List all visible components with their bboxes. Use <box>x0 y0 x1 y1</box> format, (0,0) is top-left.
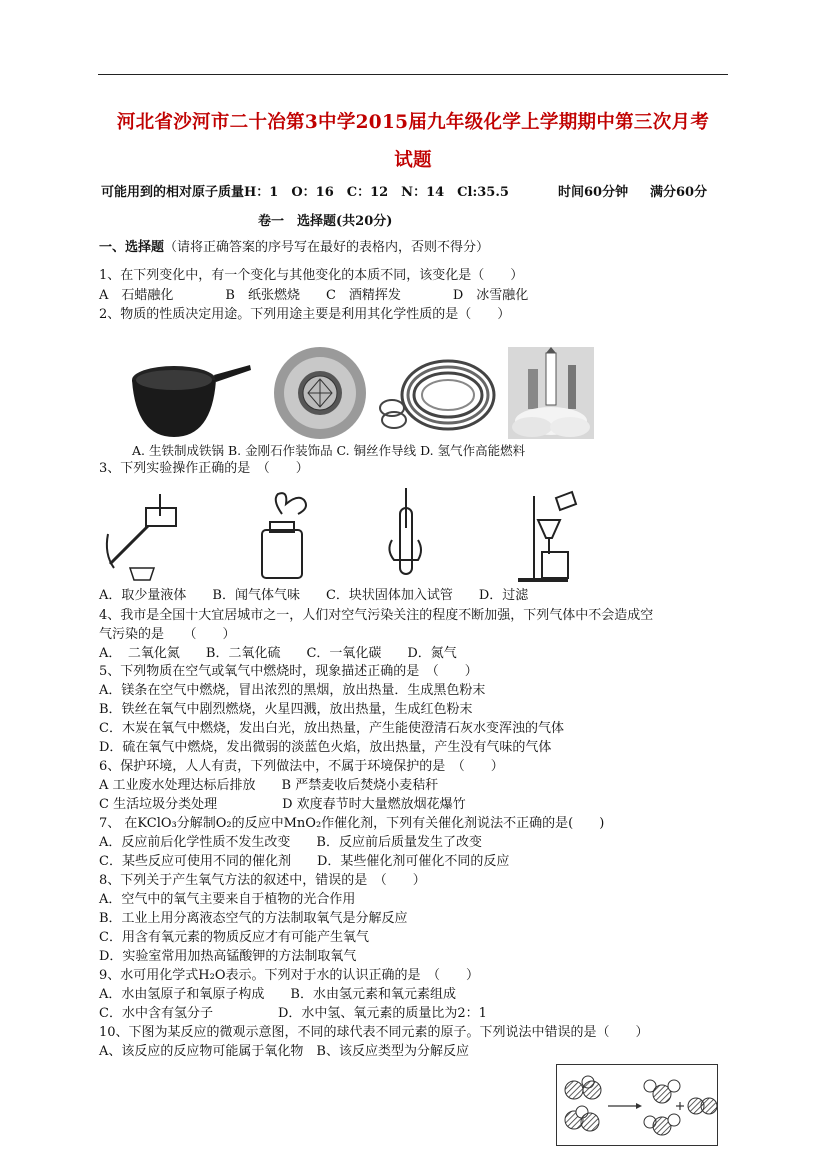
dropper-tube-icon <box>100 494 192 584</box>
molecule-diagram-icon <box>556 1064 718 1146</box>
rocket-icon <box>508 347 594 439</box>
question-4-line1: 4、我市是全国十大宜居城市之一，人们对空气污染关注的程度不断加强，下列气体中不会造成空 <box>99 608 654 623</box>
question-1: 1、在下列变化中，有一个变化与其他变化的本质不同，该变化是（ ） <box>99 268 524 283</box>
question-7-cd: C．某些反应可使用不同的催化剂 D．某些催化剂可催化不同的反应 <box>99 854 510 869</box>
wok-icon <box>124 345 252 443</box>
question-8-d: D．实验室常用加热高锰酸钾的方法制取氧气 <box>99 949 357 964</box>
question-9: 9、水可用化学式H₂O表示。下列对于水的认识正确的是 （ ） <box>99 968 479 983</box>
question-8-a: A．空气中的氧气主要来自于植物的光合作用 <box>99 892 356 907</box>
question-5-b: B．铁丝在氧气中剧烈燃烧，火星四溅，放出热量，生成红色粉末 <box>99 702 473 717</box>
question-6-ab: A 工业废水处理达标后排放 B 严禁麦收后焚烧小麦秸秆 <box>99 778 439 793</box>
question-7-ab: A．反应前后化学性质不发生改变 B．反应前后质量发生了改变 <box>99 835 482 850</box>
question-2-caption: A. 生铁制成铁锅 B. 金刚石作装饰品 C. 铜丝作导线 D. 氢气作高能燃料 <box>132 443 526 458</box>
question-5-c: C．木炭在氧气中燃烧，发出白光，放出热量，产生能使澄清石灰水变浑浊的气体 <box>99 721 564 736</box>
page-title: 河北省沙河市二十冶第3中学2015届九年级化学上学期期中第三次月考 <box>116 112 710 133</box>
question-5: 5、下列物质在空气或氧气中燃烧时，现象描述正确的是 （ ） <box>99 664 478 679</box>
question-6-cd: C 生活垃圾分类处理 D 欢度春节时大量燃放烟花爆竹 <box>99 797 466 812</box>
tube-with-tongs-icon <box>384 488 432 584</box>
exam-score: 满分60分 <box>650 185 708 200</box>
question-9-cd: C．水中含有氢分子 D．水中氢、氧元素的质量比为2：1 <box>99 1006 487 1021</box>
page-title-line2: 试题 <box>394 150 432 171</box>
atomic-masses: 可能用到的相对原子质量H：1 O：16 C：12 N：14 Cl:35.5 <box>101 185 509 200</box>
question-10-ab: A、该反应的反应物可能属于氧化物 B、该反应类型为分解反应 <box>99 1044 469 1059</box>
question-3: 3、下列实验操作正确的是 （ ） <box>99 461 309 476</box>
question-2: 2、物质的性质决定用途。下列用途主要是利用其化学性质的是（ ） <box>99 307 511 322</box>
copper-wire-icon <box>378 350 498 440</box>
question-9-ab: A．水由氢原子和氧原子构成 B．水由氢元素和氧元素组成 <box>99 987 456 1002</box>
question-3-options: A．取少量液体 B．闻气体气味 C．块状固体加入试管 D．过滤 <box>99 588 529 603</box>
section-heading-label: 一、选择题 <box>99 240 165 255</box>
exam-time: 时间60分钟 <box>558 185 629 200</box>
top-rule <box>98 74 728 75</box>
question-8: 8、下列关于产生氧气方法的叙述中，错误的是 （ ） <box>99 873 426 888</box>
question-10: 10、下图为某反应的微观示意图，不同的球代表不同元素的原子。下列说法中错误的是（ ） <box>99 1025 649 1040</box>
section-heading <box>99 238 489 257</box>
diamond-icon <box>268 345 372 441</box>
part-title: 卷一 选择题(共20分) <box>258 214 393 229</box>
question-7: 7、 在KClO₃分解制O₂的反应中MnO₂作催化剂，下列有关催化剂说法不正确的是( ) <box>99 816 605 831</box>
question-4-options: A． 二氧化氮 B．二氧化硫 C．一氧化碳 D．氮气 <box>99 646 457 661</box>
filter-stand-icon <box>512 488 582 584</box>
question-8-c: C．用含有氧元素的物质反应才有可能产生氧气 <box>99 930 369 945</box>
question-5-d: D．硫在氧气中燃烧，发出微弱的淡蓝色火焰，放出热量，产生没有气味的气体 <box>99 740 552 755</box>
question-8-b: B．工业上用分离液态空气的方法制取氧气是分解反应 <box>99 911 408 926</box>
gas-bottle-icon <box>254 490 320 582</box>
question-1-options: A 石蜡融化 B 纸张燃烧 C 酒精挥发 D 冰雪融化 <box>99 288 529 303</box>
question-6: 6、保护环境，人人有责，下列做法中，不属于环境保护的是 （ ） <box>99 759 504 774</box>
question-4-line2: 气污染的是 （ ） <box>99 627 236 642</box>
question-5-a: A．镁条在空气中燃烧，冒出浓烈的黑烟，放出热量．生成黑色粉末 <box>99 683 486 698</box>
section-heading-note: （请将正确答案的序号写在最好的表格内，否则不得分） <box>164 240 490 255</box>
